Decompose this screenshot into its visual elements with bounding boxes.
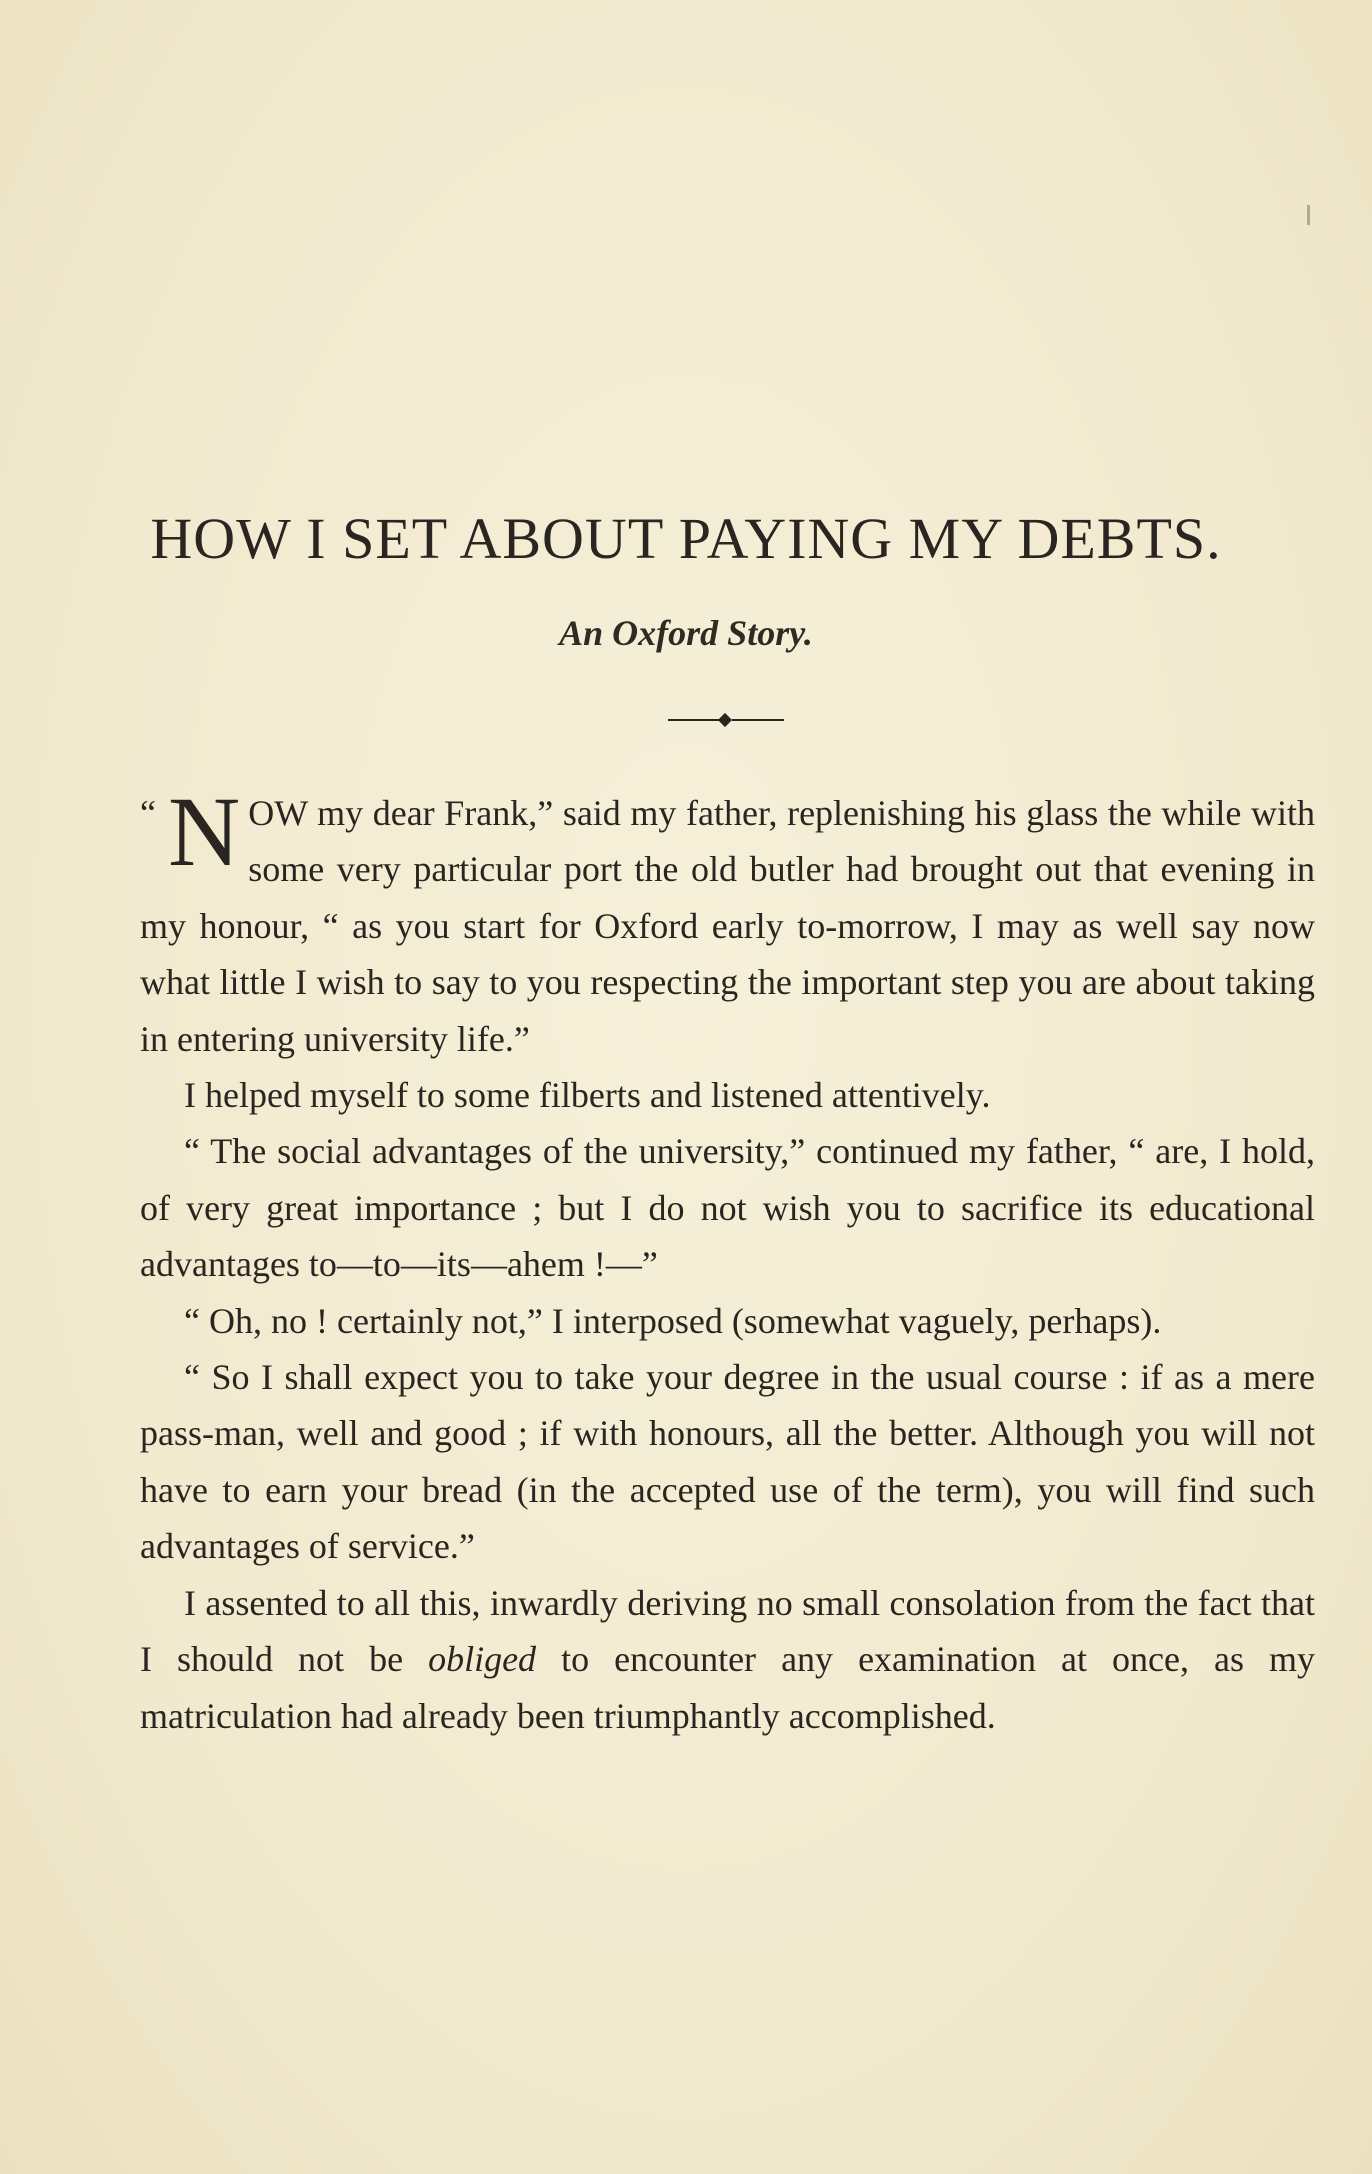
divider-diamond-icon	[718, 713, 732, 727]
story-body	[140, 776, 1316, 1744]
ornamental-divider	[668, 714, 788, 726]
paragraph-1	[140, 776, 1315, 1067]
paragraph-6-text-after: to encounter any examination at once, as my matriculation had already been triumphantly accomplished.	[140, 1639, 1316, 1736]
chapter-title: HOW I SET ABOUT PAYING MY DEBTS.	[150, 506, 1222, 571]
divider-line-right	[732, 719, 784, 721]
divider-line-left	[668, 719, 720, 721]
paragraph-6-text-before: I assented to all this, inwardly deriving no small consolation from the fact that I should not be	[140, 1582, 1315, 1680]
chapter-subtitle: An Oxford Story.	[559, 613, 813, 653]
page-number-mark	[1307, 205, 1310, 225]
paragraph-3: “ The social advantages of the university,” continued my father, “ are, I hold, of very great importance ; but I do not wish you to sacrifice its educational advantages to—to—its—ahem !—”	[140, 1131, 1315, 1285]
paragraph-4: “ Oh, no ! certainly not,” I interposed (somewhat vaguely, perhaps).	[184, 1300, 1162, 1341]
paragraph-2: I helped myself to some filberts and listened attentively.	[184, 1075, 991, 1116]
paragraph-5: “ So I shall expect you to take your degree in the usual course : if as a mere pass-man, well and good ; if with honours, all the better. Although you will not have to earn your bread (in the accepted use of the term), you will find such advantages of service.”	[140, 1357, 1315, 1567]
paragraph-1-text: OW my dear Frank,” said my father, replenishing his glass the while with some very particular port the old butler had brought out that evening in my honour, “ as you start for Oxford early to-morrow, I may as well say now what little I wish to say to you respecting the important step you are about taking in entering university life.”	[140, 793, 1315, 1059]
opening-quote: “	[140, 793, 156, 833]
paragraph-6-emphasis: obliged	[428, 1639, 537, 1680]
paragraph-6	[140, 1575, 1315, 1744]
drop-cap: N	[167, 776, 241, 887]
